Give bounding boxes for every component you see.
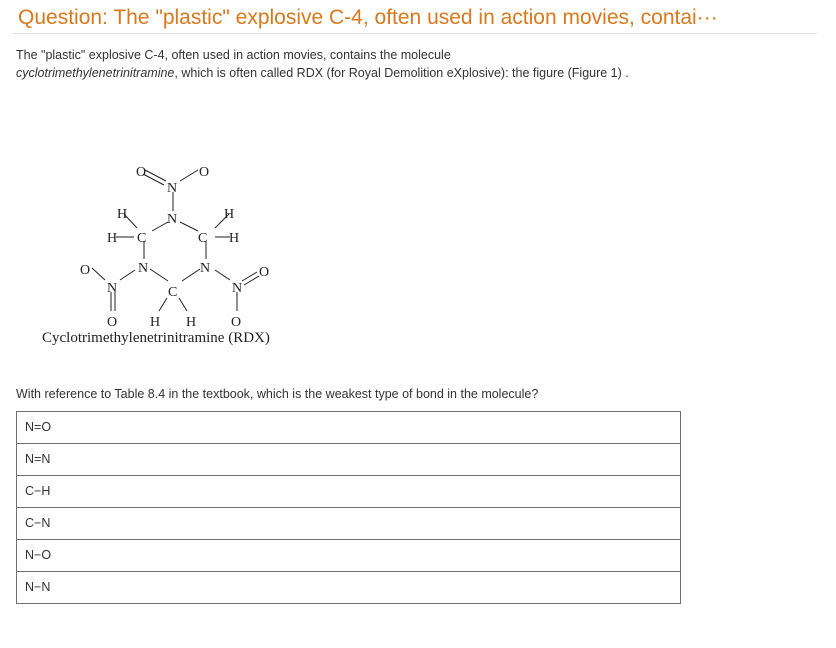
atom-o-left: O [80,263,91,278]
body-line-2: , which is often called RDX (for Royal Demolition eXplosive): the figure (Figure 1) . [174,66,629,80]
question-title-text: The "plastic" explosive C-4, often used in action movies, contai [107,6,697,29]
molecule-name: cyclotrimethylenetrinitramine [16,66,175,80]
atom-c-right: C [198,231,208,246]
answer-options [16,411,681,604]
question-prompt: With reference to Table 8.4 in the textbook, which is the weakest type of bond in the molecule? [16,387,539,401]
question-body [16,46,696,82]
answer-option-n-single-n[interactable]: N−N [16,571,681,604]
answer-option-n-double-n[interactable]: N=N [16,443,681,476]
atom-o-top-right: O [199,165,210,180]
question-title [18,4,818,32]
atom-n-ring-right: N [200,261,211,276]
title-ellipsis-icon[interactable]: ··· [696,6,718,29]
answer-option-n-single-o[interactable]: N−O [16,539,681,572]
atom-n-ring-top: N [167,212,178,227]
atom-n-top: N [167,181,178,196]
atom-o-top-left: O [136,165,147,180]
atom-o-bottom-left: O [107,315,118,330]
atom-h-left: H [107,231,118,246]
atom-n-left: N [107,281,118,296]
atom-h-top-right: H [224,207,235,222]
atom-o-bottom-right: O [231,315,242,330]
rdx-structure-svg [40,156,340,356]
atom-h-bottom-right: H [186,315,197,330]
atom-h-top-left: H [117,207,128,222]
answer-option-c-single-h[interactable]: C−H [16,475,681,508]
figure-caption: Cyclotrimethylenetrinitramine (RDX) [42,330,270,346]
answer-option-c-single-n[interactable]: C−N [16,507,681,540]
atom-n-ring-left: N [138,261,149,276]
atom-n-right: N [232,281,243,296]
question-label: Question: [18,6,108,29]
body-line-1: The "plastic" explosive C-4, often used in action movies, contains the molecule [16,48,451,62]
rdx-structure-figure [40,156,340,356]
title-divider [12,33,817,34]
atom-o-right: O [259,265,270,280]
atom-c-bottom: C [168,285,178,300]
atom-h-right: H [229,231,240,246]
atom-h-bottom-left: H [150,315,161,330]
answer-option-n-double-o[interactable]: N=O [16,411,681,444]
atom-c-left: C [137,231,147,246]
